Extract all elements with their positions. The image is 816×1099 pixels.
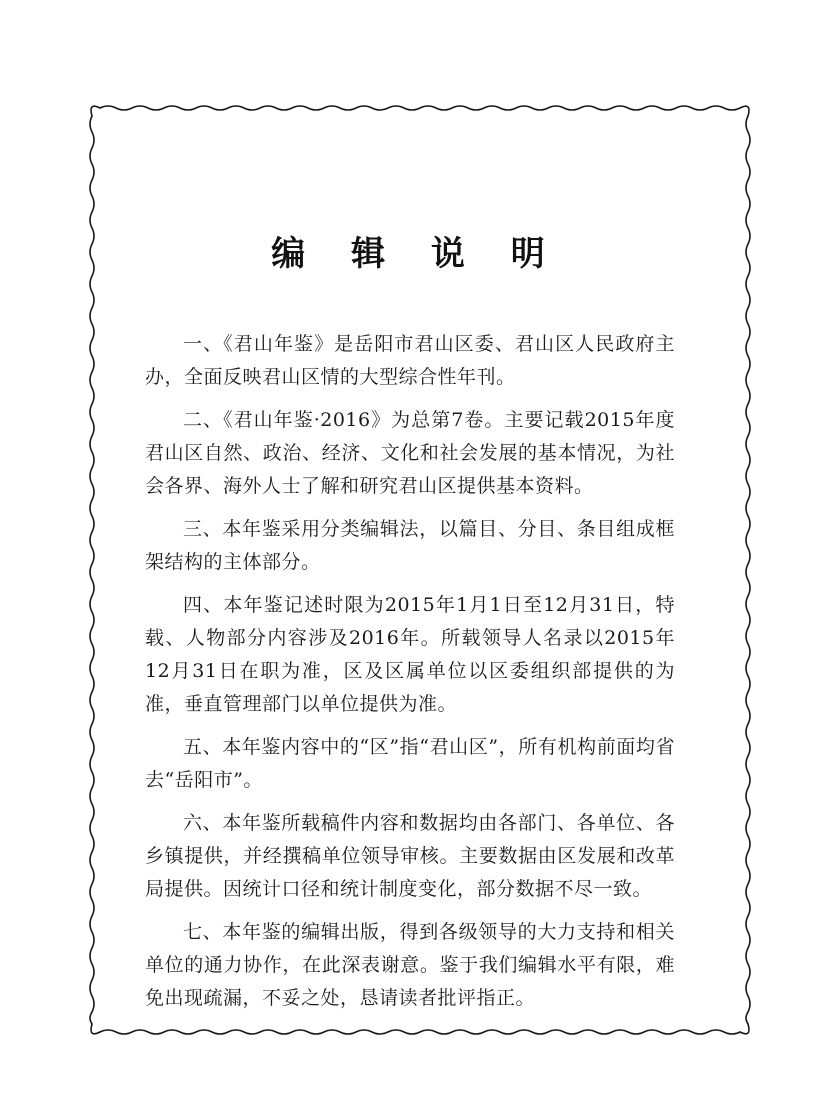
page-title: 编 辑 说 明: [271, 234, 562, 274]
paragraph-2: 二、《君山年鉴·2016》为总第7卷。主要记载2015年度君山区自然、政治、经济、文化和社会发展的基本情况，为社会各界、海外人士了解和研究君山区提供基本资料。: [145, 409, 675, 497]
paragraph-1: 一、《君山年鉴》是岳阳市君山区委、君山区人民政府主办，全面反映君山区情的大型综合性年刊。: [145, 333, 675, 388]
paragraph-6: 六、本年鉴所载稿件内容和数据均由各部门、各单位、各乡镇提供，并经撰稿单位领导审核。主要数据由区发展和改革局提供。因统计口径和统计制度变化，部分数据不尽一致。: [145, 812, 675, 900]
paragraph-7: 七、本年鉴的编辑出版，得到各级领导的大力支持和相关单位的通力协作，在此深表谢意。鉴于我们编辑水平有限，难免出现疏漏，不妥之处，恳请读者批评指正。: [145, 921, 675, 1009]
paragraph-4: 四、本年鉴记述时限为2015年1月1日至12月31日，特载、人物部分内容涉及2016年。所载领导人名录以2015年12月31日在职为准，区及区属单位以区委组织部提供的为准，垂直管理部门以单位提供为准。: [145, 594, 675, 715]
body-text: [145, 328, 675, 1025]
paragraph-5: 五、本年鉴内容中的“区”指“君山区”，所有机构前面均省去“岳阳市”。: [145, 736, 675, 791]
paragraph-3: 三、本年鉴采用分类编辑法，以篇目、分目、条目组成框架结构的主体部分。: [145, 518, 675, 573]
